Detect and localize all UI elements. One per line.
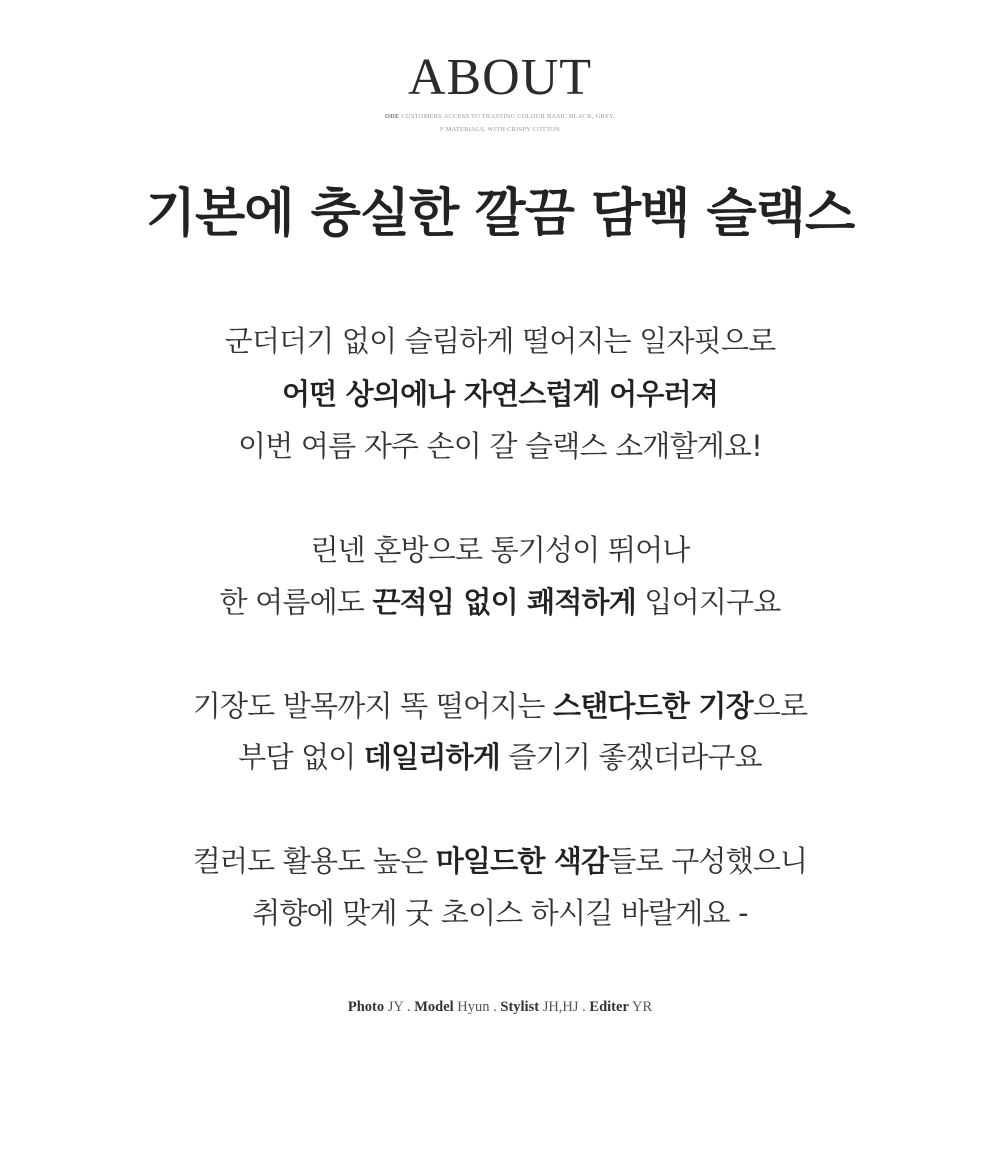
body-bold-text: 끈적임 없이 쾌적하게 <box>372 585 636 619</box>
body-text: 한 여름에도 <box>219 585 373 619</box>
body-line-p4-2: 취향에 맞게 굿 초이스 하시길 바랄게요 - <box>252 896 748 930</box>
body-line-p2-2 <box>0 582 1000 622</box>
credits-line <box>0 997 1000 1017</box>
main-headline: 기본에 충실한 깔끔 담백 슬랙스 <box>145 184 855 244</box>
credit-editor-value: YR <box>628 999 653 1015</box>
about-subtitle-text: CUSTOMERS ACCESS TO TRASTING COLOUR BASIC BLACK, GREY, <box>399 113 616 120</box>
body-text: 으로 <box>752 689 808 723</box>
body-bold-text: 스탠다드한 기장 <box>553 689 753 723</box>
about-subtitle-bold: ODE <box>384 113 400 120</box>
credit-photo-value: JY . <box>384 999 415 1015</box>
body-text: 부담 없이 <box>238 740 364 774</box>
body-bold-text: 어떤 상의에나 자연스럽게 어우러져 <box>281 377 719 411</box>
body-text: 입어지구요 <box>635 585 781 619</box>
about-title: ABOUT <box>407 49 593 106</box>
body-line-p3-2 <box>0 737 1000 777</box>
credit-stylist-value: JH,HJ . <box>539 999 590 1015</box>
body-bold-text: 마일드한 색감 <box>435 844 609 878</box>
credit-photo-label: Photo <box>347 999 385 1015</box>
body-line-p3-1 <box>0 686 1000 726</box>
credit-model-value: Hyun . <box>453 999 501 1015</box>
about-subtitle-line-1 <box>0 111 1000 123</box>
body-text: 컬러도 활용도 높은 <box>192 844 436 878</box>
credit-editor-label: Editer <box>589 999 629 1015</box>
about-subtitle-line-2: F MATERIALS, WITH CRISPY COTTON <box>439 126 561 133</box>
body-line-p1-2 <box>0 374 1000 414</box>
body-line-p4-1 <box>0 841 1000 881</box>
body-text: 기장도 발목까지 똑 떨어지는 <box>192 689 553 723</box>
credit-stylist-label: Stylist <box>500 999 540 1015</box>
body-line-p1-1: 군더더기 없이 슬림하게 떨어지는 일자핏으로 <box>224 324 776 358</box>
credit-model-label: Model <box>414 999 454 1015</box>
body-text: 즐기기 좋겠더라구요 <box>500 740 762 774</box>
body-bold-text: 데일리하게 <box>363 740 500 774</box>
body-line-p2-1: 린넨 혼방으로 통기성이 뛰어나 <box>310 533 690 567</box>
body-text: 들로 구성했으니 <box>608 844 808 878</box>
body-line-p1-3: 이번 여름 자주 손이 갈 슬랙스 소개할게요! <box>238 429 762 463</box>
